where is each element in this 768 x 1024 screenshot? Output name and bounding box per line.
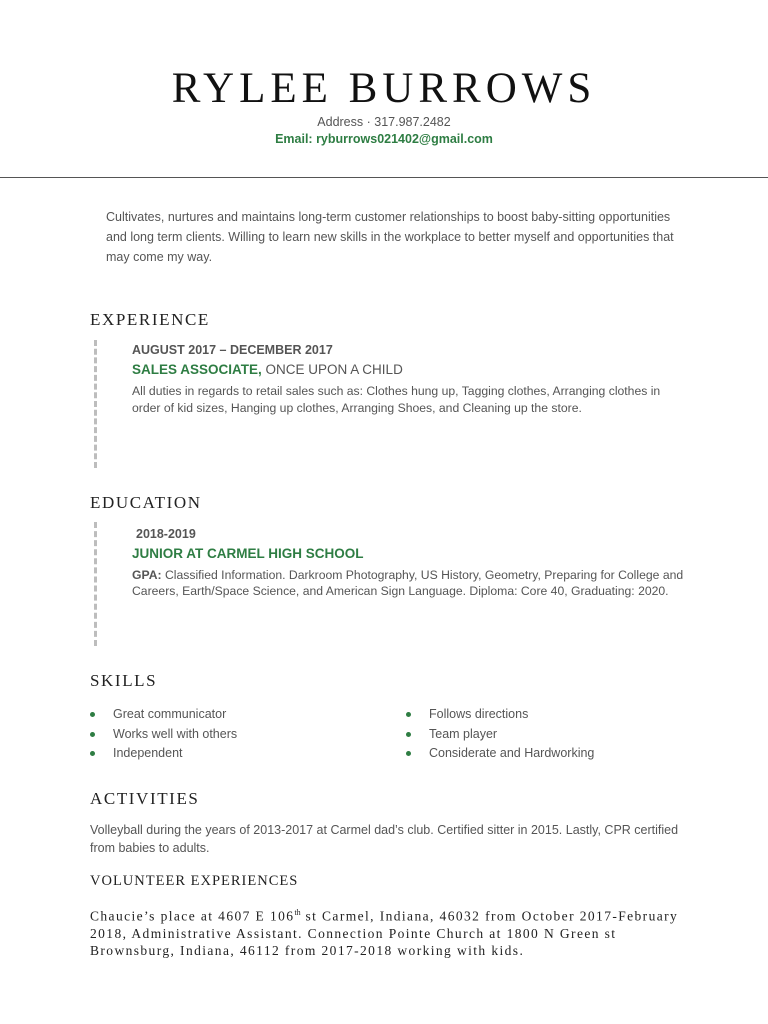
volunteer-heading: VOLUNTEER EXPERIENCES (90, 873, 299, 889)
skill-item: Considerate and Hardworking (406, 744, 696, 764)
skills-heading: SKILLS (90, 671, 158, 690)
skill-item: Team player (406, 725, 696, 745)
experience-heading: EXPERIENCE (90, 310, 210, 329)
education-school: JUNIOR AT CARMEL HIGH SCHOOL (132, 546, 364, 561)
contact-line: Address · 317.987.2482 (317, 115, 451, 129)
bullet-icon (90, 751, 95, 756)
skill-item: Works well with others (90, 725, 370, 745)
bullet-icon (406, 751, 411, 756)
education-heading: EDUCATION (90, 493, 202, 512)
skill-item: Great communicator (90, 705, 370, 725)
experience-timeline-line (94, 340, 97, 468)
education-timeline-line (94, 522, 97, 646)
skill-item: Independent (90, 744, 370, 764)
experience-org: ONCE UPON A CHILD (261, 362, 403, 377)
gpa-label: GPA: (132, 568, 162, 582)
education-details-text: Classified Information. Darkroom Photography, US History, Geometry, Preparing for College and Careers, Earth/Space Science, and American Sign Language. Diploma: Core 40, Graduating: 2020. (132, 568, 684, 598)
skills-list-right (406, 705, 696, 764)
experience-title (132, 361, 692, 379)
education-entry (132, 526, 692, 599)
summary-paragraph: Cultivates, nurtures and maintains long-term customer relationships to boost baby-sitting opportunities and long term clients. Willing to learn new skills in the workplace to better myself and opportunities that may come my way. (106, 210, 674, 264)
header-divider (0, 177, 768, 178)
bullet-icon (90, 732, 95, 737)
experience-description: All duties in regards to retail sales such as: Clothes hung up, Tagging clothes, Arranging clothes in order of kid sizes, Hanging up clothes, Arranging Shoes, and Cleaning up the store. (132, 384, 661, 415)
activities-heading: ACTIVITIES (90, 789, 200, 808)
education-date: 2018-2019 (136, 527, 196, 541)
bullet-icon (90, 712, 95, 717)
email-line[interactable]: Email: ryburrows021402@gmail.com (275, 132, 493, 146)
skill-item: Follows directions (406, 705, 696, 725)
resume-name: RYLEE BURROWS (171, 65, 597, 112)
volunteer-text: Chaucie’s place at 4607 E 106th st Carmel, Indiana, 46032 from October 2017-February 2018, Administrative Assistant. Connection Pointe Church at 1800 N Green st Brownsburg, Indiana, 46112 from 2017-2018 working with kids. (90, 908, 679, 958)
experience-entry (132, 342, 692, 417)
ordinal-superscript: th (294, 908, 301, 917)
activities-text: Volleyball during the years of 2013-2017 at Carmel dad’s club. Certified sitter in 2015. Lastly, CPR certified from babies to adults. (90, 823, 679, 855)
skills-list-left (90, 705, 370, 764)
experience-role: SALES ASSOCIATE, (132, 362, 262, 377)
education-details (132, 568, 692, 599)
bullet-icon (406, 732, 411, 737)
experience-date: AUGUST 2017 – DECEMBER 2017 (132, 343, 333, 357)
bullet-icon (406, 712, 411, 717)
